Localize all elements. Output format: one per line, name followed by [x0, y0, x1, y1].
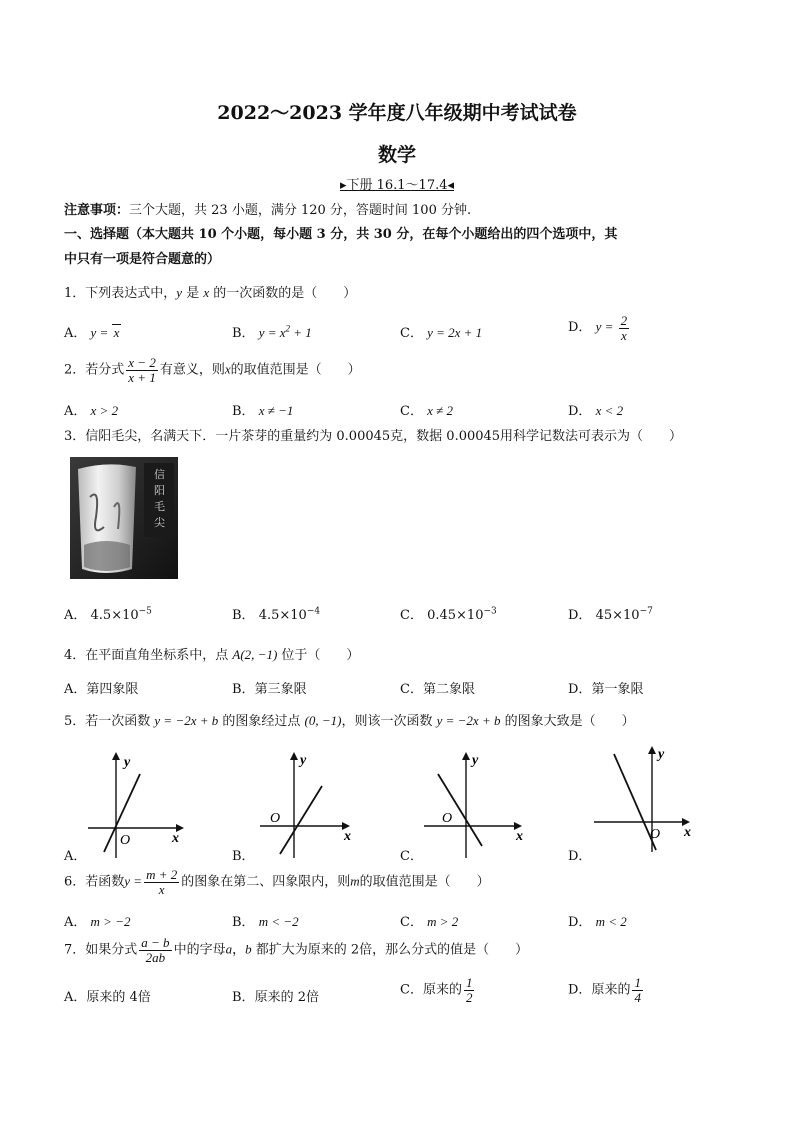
q1-stem-b: 是 [182, 286, 204, 301]
q3-option-b[interactable] [232, 604, 320, 623]
q1-stem-c: 的一次函数的是（ ） [209, 286, 357, 301]
q2-option-c[interactable] [400, 400, 453, 419]
q4-stem [64, 644, 359, 663]
q1-option-b-label: B． [232, 326, 255, 341]
q6-option-b-label: B． [232, 915, 255, 930]
q5-stem-c: ，则该一次函数 [341, 714, 437, 729]
q7-option-d-den: 4 [634, 989, 641, 1005]
q1-option-d-expr: y = $\frac{2}{x}$ [595, 313, 628, 343]
q1-option-b[interactable] [232, 322, 312, 341]
q7-option-a-label: A． [64, 990, 87, 1005]
q6-option-a[interactable] [64, 911, 130, 930]
q7-option-c-den: 2 [465, 989, 473, 1005]
q5-func2: y = −2x + b [436, 713, 501, 728]
q1-option-c-label: C． [400, 326, 423, 341]
q2-option-d-label: D． [568, 404, 592, 419]
q4-option-b[interactable] [232, 678, 307, 697]
q3-option-b-label: B． [232, 608, 255, 623]
q7-fraction [139, 936, 171, 964]
q6-stem-b: 的图象在第二、四象限内，则 [181, 874, 351, 890]
q1-option-a[interactable] [64, 322, 121, 341]
q5c-origin-label: O [442, 811, 453, 826]
q2-stem [64, 356, 361, 384]
tea-glass-photo [70, 457, 178, 579]
q5-stem-b: 的图象经过点 [218, 714, 305, 729]
section1-line2: 中只有一项是符合题意的） [64, 252, 221, 267]
q5-graph-a[interactable] [84, 748, 194, 860]
q7-option-d-num: 1 [634, 975, 641, 990]
q7-stem [64, 936, 528, 964]
q3-option-a[interactable] [64, 604, 152, 623]
q7-option-d-text: 原来的 [591, 982, 631, 998]
q5-graph-c[interactable] [420, 748, 530, 860]
q3-option-c-exp: −3 [483, 606, 497, 617]
q4-option-d[interactable] [568, 678, 643, 697]
q6-option-c-label: C． [400, 915, 423, 930]
q7-letter-b: b [245, 941, 252, 957]
q2-stem-x: x [224, 361, 231, 377]
q5c-y-label: y [472, 753, 479, 768]
q4-stem-a: 4．在平面直角坐标系中，点 [64, 648, 233, 663]
q5a-y-label: y [124, 755, 131, 770]
q2-fraction [126, 356, 158, 384]
q2-option-a-expr: x > 2 [90, 403, 119, 418]
q7-sep: ， [232, 942, 246, 958]
q6-stem [64, 868, 490, 896]
q5b-y-label: y [300, 753, 307, 768]
q5-stem-a: 5．若一次函数 [64, 714, 155, 729]
q4-option-a-label: A． [64, 682, 87, 697]
q3-option-c-label: C． [400, 608, 423, 623]
q1-stem-a: 1．下列表达式中， [64, 286, 177, 301]
q5b-origin-label: O [270, 811, 281, 826]
q1-stem-x: x [203, 285, 210, 300]
q4-option-a[interactable] [64, 678, 138, 697]
q2-option-a[interactable] [64, 400, 118, 419]
q6-option-a-expr: m > −2 [90, 914, 131, 929]
notice [64, 199, 471, 218]
q1-option-a-label: A． [64, 326, 87, 341]
q4-option-d-label: D． [568, 682, 592, 697]
exam-title: 2022～2023 学年度八年级期中考试试卷 [217, 102, 577, 124]
q5-func: y = −2x + b [154, 713, 219, 728]
q5-option-d-label[interactable]: D． [568, 849, 592, 864]
q7-option-d-frac [632, 976, 643, 1004]
q5-graph-d[interactable] [592, 742, 702, 854]
q7-option-c-text: 原来的 [422, 982, 462, 998]
q3-option-d[interactable] [568, 604, 653, 623]
notice-label: 注意事项： [64, 203, 130, 218]
q5a-x-label: x [172, 831, 179, 846]
q6-option-c-expr: m > 2 [427, 914, 459, 929]
q1-option-d-label: D． [568, 320, 592, 336]
q5-graph-b[interactable] [256, 748, 366, 860]
q2-option-c-expr: x ≠ 2 [427, 403, 453, 418]
q2-option-a-label: A． [64, 404, 87, 419]
q5-stem [64, 710, 635, 729]
q3-option-b-base: 4.5×10 [258, 608, 307, 623]
q6-stem-c: 的取值范围是（ ） [359, 874, 490, 890]
q4-option-b-label: B． [232, 682, 255, 697]
q3-option-a-label: A． [64, 608, 87, 623]
q4-option-a-text: 第四象限 [86, 682, 139, 697]
q7-option-d[interactable] [568, 976, 645, 1004]
q6-frac-den: x [158, 881, 165, 897]
q2-option-b-expr: x ≠ −1 [258, 403, 294, 418]
q6-option-a-label: A． [64, 915, 87, 930]
q6-stem-a: 6．若函数 [64, 874, 125, 890]
q7-stem-b: 中的字母 [173, 942, 226, 958]
q4-option-c-label: C． [400, 682, 423, 697]
q7-option-a-text: 原来的 4倍 [86, 990, 151, 1005]
q7-option-c-num: 1 [465, 975, 473, 990]
q7-stem-c: 都扩大为原来的 2倍，那么分式的值是（ ） [251, 942, 529, 958]
q2-option-d-expr: x < 2 [595, 403, 624, 418]
notice-text: 三个大题，共 23 小题，满分 120 分，答题时间 100 分钟. [129, 203, 472, 218]
q5d-origin-label: O [650, 827, 661, 842]
q5-point: (0, −1) [304, 713, 342, 728]
q7-stem-a: 7．如果分式 [64, 942, 138, 958]
q6-option-b-expr: m < −2 [258, 914, 299, 929]
q5d-y-label: y [658, 747, 665, 762]
q4-option-c[interactable] [400, 678, 475, 697]
q5a-origin-label: O [120, 833, 131, 848]
q7-frac-den: 2ab [145, 949, 166, 965]
q6-stem-m: m [350, 873, 360, 889]
q7-option-a[interactable] [64, 986, 151, 1005]
q4-option-d-text: 第一象限 [591, 682, 644, 697]
q1-option-d[interactable] [568, 314, 631, 342]
q3-stem: 3．信阳毛尖，名满天下．一片茶芽的重量约为 0.00045克，数据 0.00045用科学记数法可表示为（ ） [64, 429, 683, 444]
q5-stem-d: 的图象大致是（ ） [500, 714, 635, 729]
q5-option-c-label[interactable]: C． [400, 849, 423, 864]
q6-option-d[interactable] [568, 911, 627, 930]
q7-option-c-frac [464, 976, 475, 1004]
scope-line [0, 174, 794, 193]
q1-stem [64, 282, 356, 301]
q6-fraction [144, 868, 179, 896]
tea-brand-text: 信阳毛尖 [154, 468, 165, 529]
q6-y-eq: y = [124, 873, 143, 889]
scope-text: ▸下册 16.1～17.4◂ [339, 178, 455, 193]
q6-frac-num: m + 2 [146, 867, 178, 882]
q4-option-c-text: 第二象限 [422, 682, 475, 697]
q2-option-c-label: C． [400, 404, 423, 419]
q5b-x-label: x [344, 829, 351, 844]
q3-option-a-base: 4.5×10 [90, 608, 139, 623]
q3-option-b-exp: −4 [306, 606, 321, 617]
q2-frac-num: x − 2 [128, 355, 156, 370]
q1-option-a-expr: y = x [90, 325, 120, 340]
q3-option-a-exp: −5 [138, 606, 152, 617]
q6-option-c[interactable] [400, 911, 458, 930]
q7-frac-num: a − b [141, 935, 170, 950]
q4-stem-b: 位于（ ） [277, 648, 360, 663]
section1-line1: 一、选择题（本大题共 10 个小题，每小题 3 分，共 30 分，在每个小题给出的四个选项中，其 [64, 227, 618, 242]
q6-option-d-expr: m < 2 [595, 914, 627, 929]
q2-option-d[interactable] [568, 400, 623, 419]
q2-option-b-label: B． [232, 404, 255, 419]
q7-option-c[interactable] [400, 976, 476, 1004]
q2-stem-c: 的取值范围是（ ） [230, 362, 361, 378]
q6-option-b[interactable] [232, 911, 299, 930]
q7-option-c-label: C． [400, 982, 423, 998]
q4-option-b-text: 第三象限 [254, 682, 307, 697]
q1-option-c[interactable] [400, 322, 482, 341]
q2-stem-b: 有意义，则 [159, 362, 225, 378]
q5-option-b-label[interactable]: B． [232, 849, 255, 864]
q7-letter-a: a [225, 941, 233, 957]
q1-option-b-expr: $y = x^2 + 1$ [258, 323, 312, 340]
q7-option-b-label: B． [232, 990, 255, 1005]
q3-option-d-label: D． [568, 608, 592, 623]
q7-option-b-text: 原来的 2倍 [254, 990, 319, 1005]
q2-frac-den: x + 1 [128, 369, 156, 385]
subject-title: 数学 [377, 144, 416, 166]
q7-option-b[interactable] [232, 986, 319, 1005]
q7-option-d-label: D． [568, 982, 592, 998]
q3-option-c[interactable] [400, 604, 497, 623]
q3-option-d-exp: −7 [639, 606, 653, 617]
q5c-x-label: x [516, 829, 523, 844]
q2-option-b[interactable] [232, 400, 293, 419]
q3-option-d-base: 45×10 [595, 608, 640, 623]
q2-stem-a: 2．若分式 [64, 362, 125, 378]
q5d-x-label: x [684, 825, 691, 840]
q1-option-c-expr: y = 2x + 1 [427, 325, 483, 340]
q6-option-d-label: D． [568, 915, 592, 930]
q1-stem-y: y [176, 285, 183, 300]
q4-point: A(2, −1) [232, 647, 278, 662]
q3-option-c-base: 0.45×10 [427, 608, 484, 623]
q5-option-a-label[interactable]: A． [64, 849, 87, 864]
